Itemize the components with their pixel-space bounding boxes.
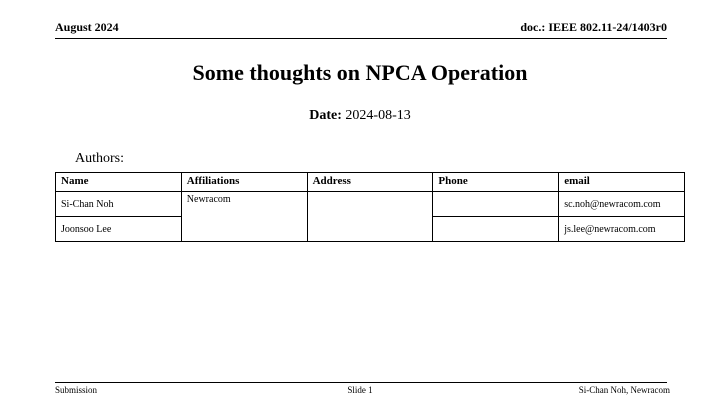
column-header-affiliations: Affiliations [181,173,307,192]
table-header-row [56,173,685,192]
header-divider [55,38,667,39]
header-doc-id: doc.: IEEE 802.11-24/1403r0 [520,20,667,34]
author-name: Si-Chan Noh [56,192,182,217]
slide-title: Some thoughts on NPCA Operation [192,60,528,85]
author-email: js.lee@newracom.com [559,217,685,242]
footer-submission: Submission [55,385,98,395]
column-header-name: Name [56,173,182,192]
table-row [56,192,685,217]
column-header-address: Address [307,173,433,192]
footer-author: Si-Chan Noh, Newracom [578,385,670,395]
column-header-phone: Phone [433,173,559,192]
footer-divider [55,382,667,383]
author-affiliation: Newracom [181,192,307,242]
footer-slide-number: Slide 1 [347,385,373,395]
author-email: sc.noh@newracom.com [559,192,685,217]
author-name: Joonsoo Lee [56,217,182,242]
author-phone [433,217,559,242]
date-label: Date: [309,108,342,123]
author-phone [433,192,559,217]
header-date: August 2024 [55,20,119,34]
date-value: 2024-08-13 [345,108,411,123]
authors-label: Authors: [75,151,124,166]
column-header-email: email [559,173,685,192]
author-address [307,192,433,242]
date-line [0,108,720,124]
authors-table [55,172,685,242]
